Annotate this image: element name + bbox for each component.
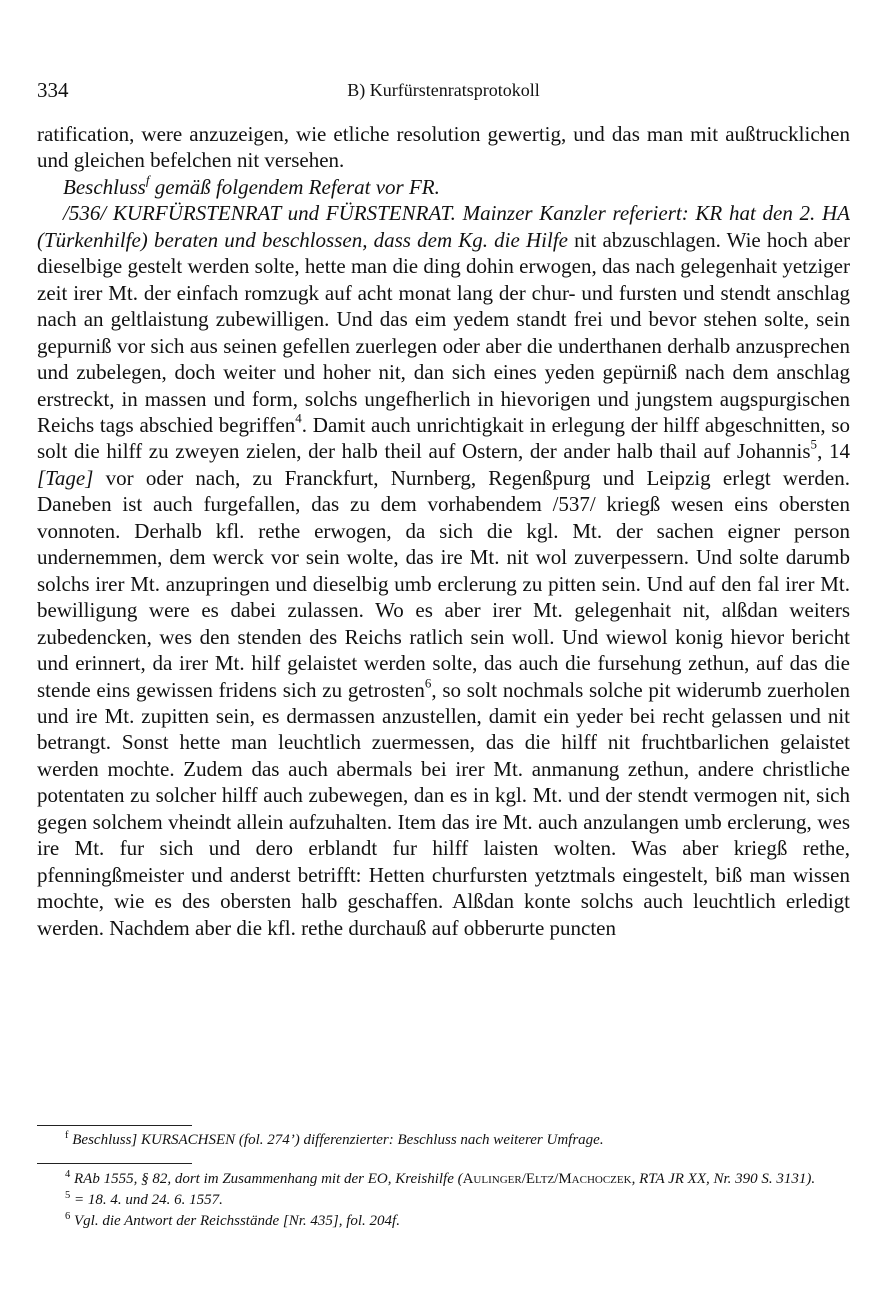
footnotes — [37, 1169, 850, 1232]
footnote-5 — [37, 1190, 850, 1211]
editorial-insert: [Tage] — [37, 465, 94, 490]
resolution-text: gemäß folgendem Referat vor FR. — [149, 174, 440, 199]
paragraph-3-text-2: . Damit auch unrichtigkait in erlegung der hilff abgeschnitten, so solt die hilff zu zweyen zielen, der halb theil auf Ostern, der ander halb thail auf Johannis — [37, 412, 850, 464]
footnote-4-text-a: RAb 1555, § 82, dort im Zusammenhang mit der EO, Kreishilfe ( — [74, 1171, 463, 1187]
apparatus-divider — [37, 1125, 192, 1126]
page-header — [37, 78, 850, 106]
apparatus-note-f-mark: f — [65, 1130, 69, 1142]
paragraph-3-text-5: , so solt nochmals solche pit widerumb zuerholen und ire Mt. zupitten sein, es dermassen anzustellen, damit ein yeder bei recht gelassen und nit betrangt. Sonst hette man leuchtlich zuermessen, das die hilff nit fruchtbarlichen gelaistet werden mochte. Zudem das auch abermals bei irer Mt. anmanung zethun, andere christliche potentaten zu solcher hilff auch zubewegen, dan es in kgl. Mt. und der stendt vermogen nit, sich gegen solchem vheindt allein aufzuhalten. Item das ire Mt. auch anzulangen umb erclerung, wes ire Mt. fur sich und dero erblandt fur hilff laisten wolten. Was aber kriegß rethe, pfenningßmeister und anderst betrifft: Hetten churfursten yetztmals eingestelt, biß man wissen mochte, wie es des obersten halb geschaffen. Alßdan konte solchs auch leuchtlich erledigt werden. Nachdem aber die kfl. rethe durchauß auf obberurte puncten — [37, 677, 850, 940]
footnote-marker-4: 4 — [295, 410, 302, 426]
footnote-4-mark: 4 — [65, 1169, 71, 1181]
paragraph-3-text-3: , 14 — [817, 439, 850, 464]
session-heading: /536/ KURFÜRSTENRAT und FÜRSTENRAT. Mainzer Kanzler referiert: KR hat den 2. HA (Türkenhilfe) beraten und beschlossen, dass dem Kg. die Hilfe — [37, 201, 850, 252]
footnote-5-mark: 5 — [65, 1190, 71, 1202]
apparatus-lemma: Beschluss] — [72, 1132, 141, 1148]
running-title: B) Kurfürstenratsprotokoll — [347, 80, 540, 100]
footnote-4-text-b: , RTA JR XX, Nr. 390 S. 3131). — [631, 1171, 816, 1187]
footnote-6 — [37, 1211, 850, 1232]
paragraph-3-text-4: vor oder nach, zu Franckfurt, Nurnberg, Regenßpurg und Leipzig erlegt werden. Daneben ist auch furgefallen, das zu dem vorhabendem /537/ kriegß wesen eins obersten vonnoten. Derhalb kfl. rethe erwogen, da sich die kgl. Mt. der sachen eigner person undernemmen, dem werck vor sein wolte, das ire Mt. nit wol zuverpessern. Und solte darumb solchs irer Mt. anzupringen und dieselbig umb erclerung zu pitten sein. Und auf den fal irer Mt. bewilligung were es dabei zulassen. Wo es aber irer Mt. gelegenhait nit, alßdan weiters zubedencken, wes den stenden des Reichs ratlich sein woll. Und wiewol konig hievor bericht und erinnert, da irer Mt. hilf gelaistet werden solte, das auch die fursehung zethun, auf das die stende eins gewissen fridens sich zu getrosten — [37, 465, 850, 702]
paragraph-3-text-1: nit abzuschlagen. Wie hoch aber dieselbige gestelt werden solte, hette man die ding dohin erwogen, das nach gelegenhait yetziger zeit irer Mt. der einfach romzugk auf acht monat lang der chur- und fursten und stendt anschlag nach an geltlaistung zubewilligen. Und das eim yedem standt frei und bevor stehen solte, sein gepurniß vor sich aus seinen gefellen zuerlegen oder aber die underthanen derhalb anzusprechen und zubelegen, doch weiter und hoher nit, dan sich eines yeden gepürniß nach dem anschlag erstreckt, in massen und form, solchs ungefherlich in hievorigen und jungstem augspurgischen Reichs tags abschied begriffen — [37, 227, 850, 437]
footnote-marker-5: 5 — [810, 437, 818, 453]
paragraph-1-text: ratification, were anzuzeigen, wie etliche resolution gewertig, und das man mit außtrucklichen und gleichen befelchen nit versehen. — [37, 122, 850, 173]
footnote-6-text: Vgl. die Antwort der Reichsstände [Nr. 435], fol. 204f. — [74, 1213, 400, 1229]
footnote-4-authors: Aulinger/Eltz/Machoczek — [462, 1171, 632, 1187]
resolution-label: Beschluss — [63, 174, 146, 199]
main-text — [37, 121, 850, 941]
footnote-5-text: = 18. 4. und 24. 6. 1557. — [74, 1192, 223, 1208]
apparatus-marker-f: f — [145, 172, 150, 188]
apparatus-note-f-text: KURSACHSEN (fol. 274’) differenzierter: Beschluss nach weiterer Umfrage. — [141, 1132, 604, 1148]
apparatus-note-f — [37, 1130, 850, 1151]
text-apparatus — [37, 1130, 850, 1151]
page-number: 334 — [37, 78, 69, 102]
footnote-divider — [37, 1163, 192, 1164]
paragraph-3 — [37, 200, 850, 941]
paragraph-2 — [37, 174, 850, 200]
footnote-6-mark: 6 — [65, 1211, 71, 1223]
footnote-4 — [37, 1169, 850, 1190]
footnote-marker-6: 6 — [424, 675, 432, 691]
paragraph-1 — [37, 121, 850, 174]
